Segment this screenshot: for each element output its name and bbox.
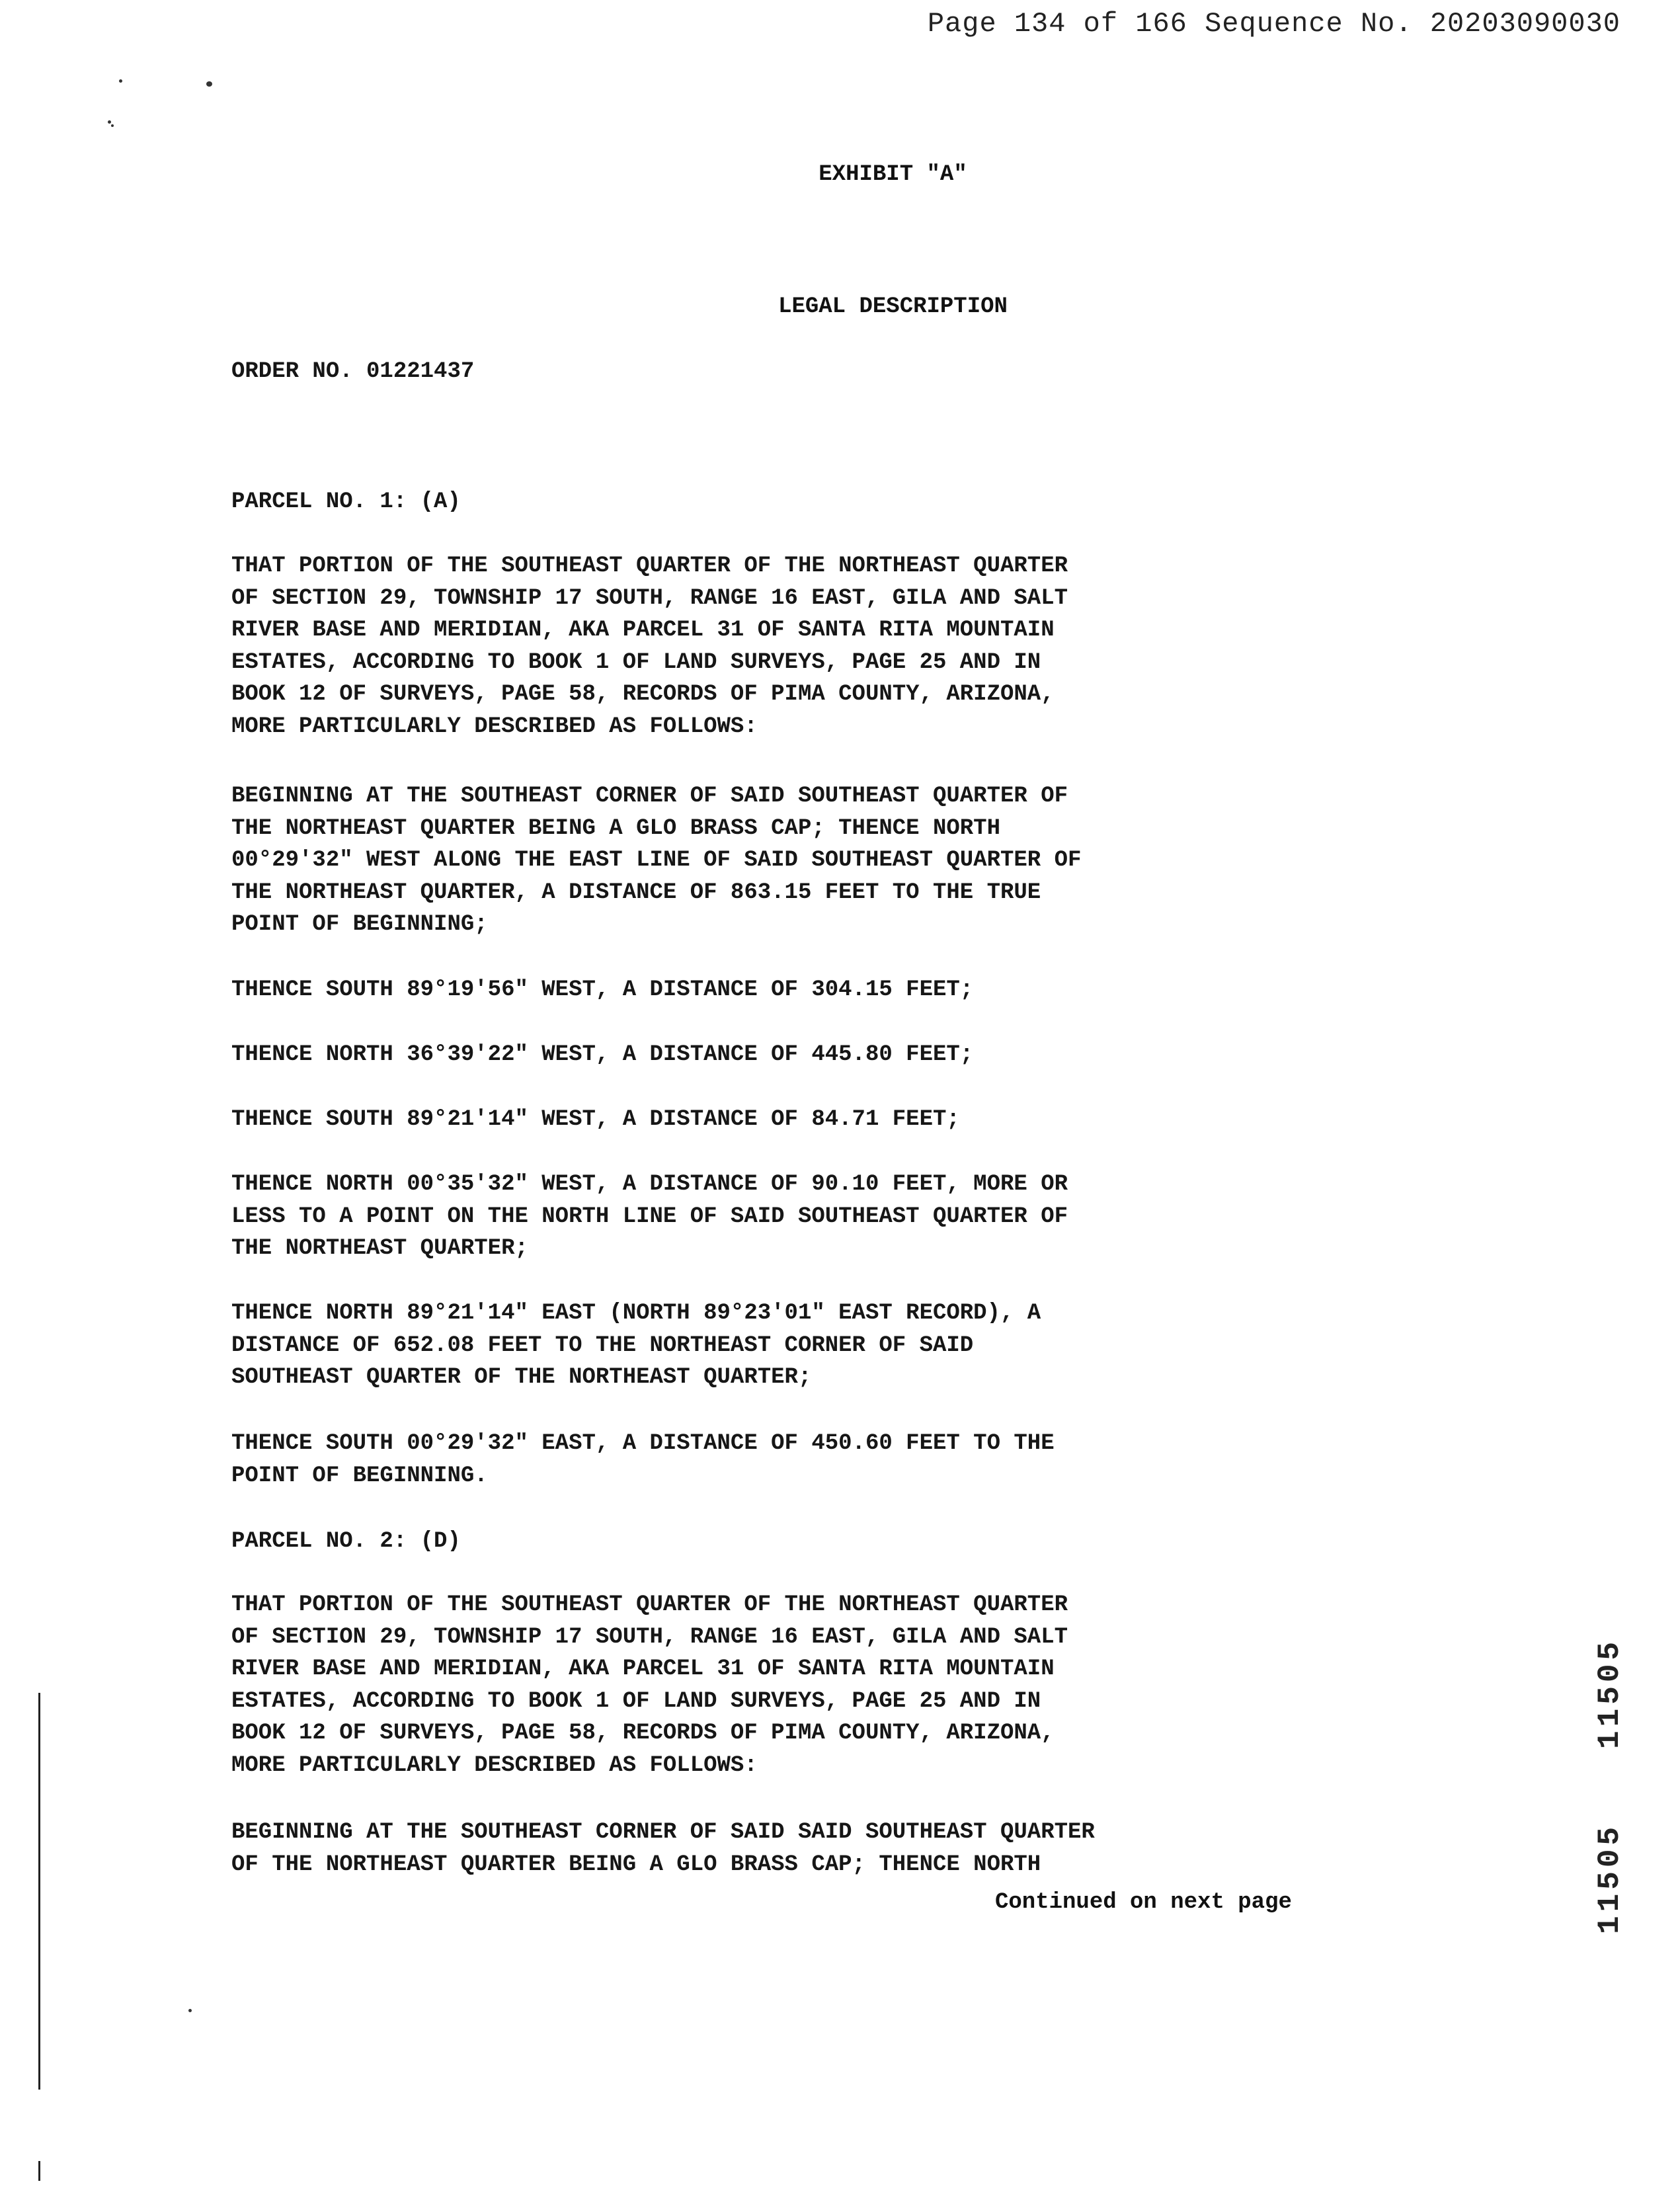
parcel2-description: THAT PORTION OF THE SOUTHEAST QUARTER OF THE NORTHEAST QUARTER OF SECTION 29, TOWNSHIP 17 SOUTH, RANGE 16 EAST, GILA AND SALT RIVER BASE AND MERIDIAN, AKA PARCEL 31 OF SANTA RITA MOUNTAIN ESTATES, ACCORDING TO BOOK 1 OF LAND SURVEYS, PAGE 25 AND IN BOOK 12 OF SURVEYS, PAGE 58, RECORDS OF PIMA COUNTY, ARIZONA, MORE PARTICULARLY DESCRIBED AS FOLLOWS: [231,1592,1068,1778]
continued-note: Continued on next page [995,1890,1292,1915]
page-sequence-header: Page 134 of 166 Sequence No. 20203090030 [927,8,1620,40]
order-number: ORDER NO. 01221437 [231,359,475,384]
recording-stamp-graphic [1590,1600,1630,1937]
exhibit-title: EXHIBIT "A" [819,162,967,187]
scan-margin-line [38,1693,40,2090]
scan-speck [188,2009,192,2012]
parcel1-description: THAT PORTION OF THE SOUTHEAST QUARTER OF THE NORTHEAST QUARTER OF SECTION 29, TOWNSHIP 17 SOUTH, RANGE 16 EAST, GILA AND SALT RIVER BASE AND MERIDIAN, AKA PARCEL 31 OF SANTA RITA MOUNTAIN ESTATES, ACCORDING TO BOOK 1 OF LAND SURVEYS, PAGE 25 AND IN BOOK 12 OF SURVEYS, PAGE 58, RECORDS OF PIMA COUNTY, ARIZONA, MORE PARTICULARLY DESCRIBED AS FOLLOWS: [231,553,1068,739]
section-title: LEGAL DESCRIPTION [778,294,1008,319]
parcel2-beginning: BEGINNING AT THE SOUTHEAST CORNER OF SAID SAID SOUTHEAST QUARTER OF THE NORTHEAST QUARTER BEING A GLO BRASS CAP; THENCE NORTH [231,1820,1095,1877]
course-2: THENCE NORTH 36°39'22" WEST, A DISTANCE OF 445.80 FEET; [231,1042,974,1067]
recording-stamp [1590,1600,1630,1937]
svg-text:11505: 11505 [1593,1637,1627,1749]
svg-text:11505: 11505 [1593,1822,1627,1934]
course-5: THENCE NORTH 89°21'14" EAST (NORTH 89°23'01" EAST RECORD), A DISTANCE OF 652.08 FEET TO THE NORTHEAST CORNER OF SAID SOUTHEAST QUARTER OF THE NORTHEAST QUARTER; [231,1301,1041,1390]
course-4: THENCE NORTH 00°35'32" WEST, A DISTANCE OF 90.10 FEET, MORE OR LESS TO A POINT ON THE NORTH LINE OF SAID SOUTHEAST QUARTER OF THE NORTHEAST QUARTER; [231,1172,1068,1261]
scan-speck [111,124,114,127]
parcel1-beginning: BEGINNING AT THE SOUTHEAST CORNER OF SAID SOUTHEAST QUARTER OF THE NORTHEAST QUARTER BEING A GLO BRASS CAP; THENCE NORTH 00°29'32" WEST ALONG THE EAST LINE OF SAID SOUTHEAST QUARTER OF THE NORTHEAST QUARTER, A DISTANCE OF 863.15 FEET TO THE TRUE POINT OF BEGINNING; [231,784,1082,937]
scan-speck [108,120,111,124]
scan-speck [206,81,212,87]
course-1: THENCE SOUTH 89°19'56" WEST, A DISTANCE OF 304.15 FEET; [231,977,974,1002]
course-3: THENCE SOUTH 89°21'14" WEST, A DISTANCE OF 84.71 FEET; [231,1107,960,1132]
course-6: THENCE SOUTH 00°29'32" EAST, A DISTANCE OF 450.60 FEET TO THE POINT OF BEGINNING. [231,1431,1055,1488]
scan-speck [119,79,122,83]
parcel1-heading: PARCEL NO. 1: (A) [231,489,461,514]
parcel2-heading: PARCEL NO. 2: (D) [231,1529,461,1554]
scan-margin-tick [38,2161,40,2181]
